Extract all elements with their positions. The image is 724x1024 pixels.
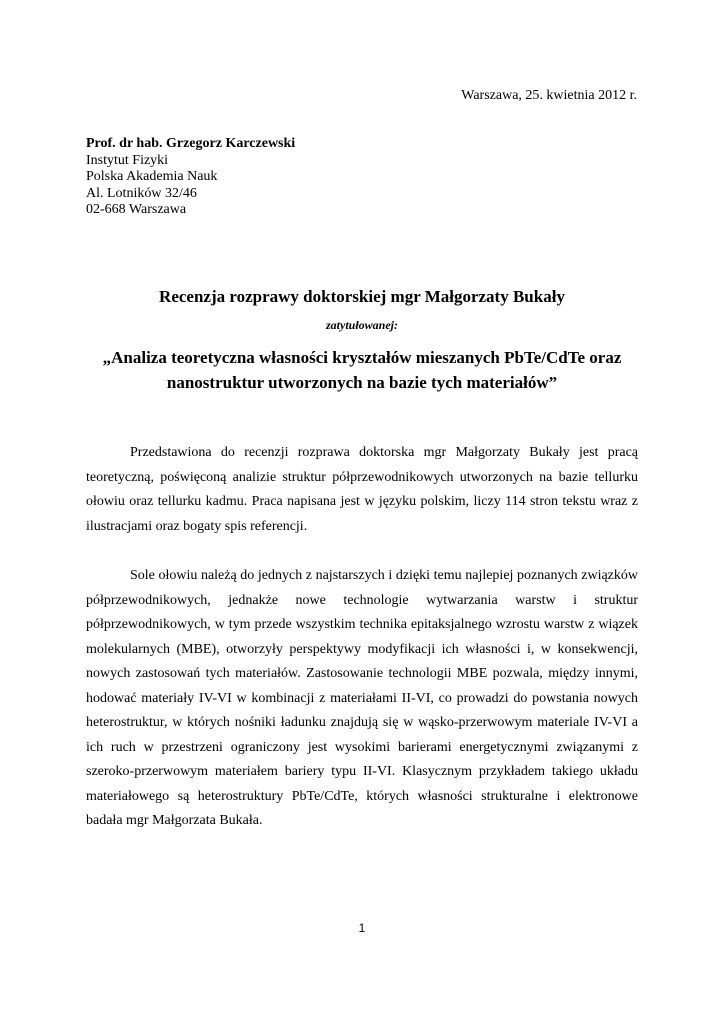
- recipient-address: [86, 136, 295, 219]
- dissertation-title-line-2: nanostruktur utworzonych na bazie tych materiałów”: [166, 373, 558, 392]
- recipient-institute: Instytut Fizyki: [86, 152, 169, 168]
- dissertation-title-line-1: „Analiza teoretyczna własności kryształów mieszanych PbTe/CdTe oraz: [102, 348, 622, 367]
- recipient-name: Prof. dr hab. Grzegorz Karczewski: [86, 136, 296, 151]
- review-title: Recenzja rozprawy doktorskiej mgr Małgorzaty Bukały: [159, 287, 565, 306]
- dissertation-title: [0, 345, 724, 395]
- page-number: 1: [358, 921, 366, 935]
- date-line: Warszawa, 25. kwietnia 2012 r.: [461, 88, 637, 103]
- recipient-academy: Polska Akademia Nauk: [86, 169, 218, 184]
- recipient-street: Al. Lotników 32/46: [86, 185, 197, 201]
- recipient-city: 02-668 Warszawa: [86, 202, 187, 217]
- body-paragraph-1: Przedstawiona do recenzji rozprawa doktorska mgr Małgorzaty Bukały jest pracą teoretyczną, poświęconą analizie struktur półprzewodnikowych utworzonych na bazie tellurku ołowiu oraz tellurku kadmu. Praca napisana jest w języku polskim, liczy 114 stron tekstu wraz z ilustracjami oraz bogaty spis referencji.: [86, 445, 638, 534]
- review-subtitle: zatytułowanej:: [325, 318, 398, 332]
- body-paragraph-2: Sole ołowiu należą do jednych z najstarszych i dzięki temu najlepiej poznanych związków półprzewodnikowych, jednakże nowe technologie wytwarzania warstw i struktur półprzewodnikowych, w tym przede wszystkim technika epitaksjalnego wzrostu warstw z wiązek molekularnych (MBE), otworzyły perspektywy modyfikacji ich własności i, w konsekwencji, nowych zastosowań tych materiałów. Zastosowanie technologii MBE pozwala, między innymi, hodować materiały IV-VI w kombinacji z materiałami II-VI, co prowadzi do powstania nowych heterostruktur, w których nośniki ładunku znajdują się w wąsko-przerwowym materiale IV-VI a ich ruch w przestrzeni ograniczony jest wysokimi barierami energetycznymi związanymi z szeroko-przerwowym materiałem bariery typu II-VI. Klasycznym przykładem takiego układu materiałowego są heterostruktury PbTe/CdTe, których własności strukturalne i elektronowe badała mgr Małgorzata Bukała.: [86, 568, 638, 828]
